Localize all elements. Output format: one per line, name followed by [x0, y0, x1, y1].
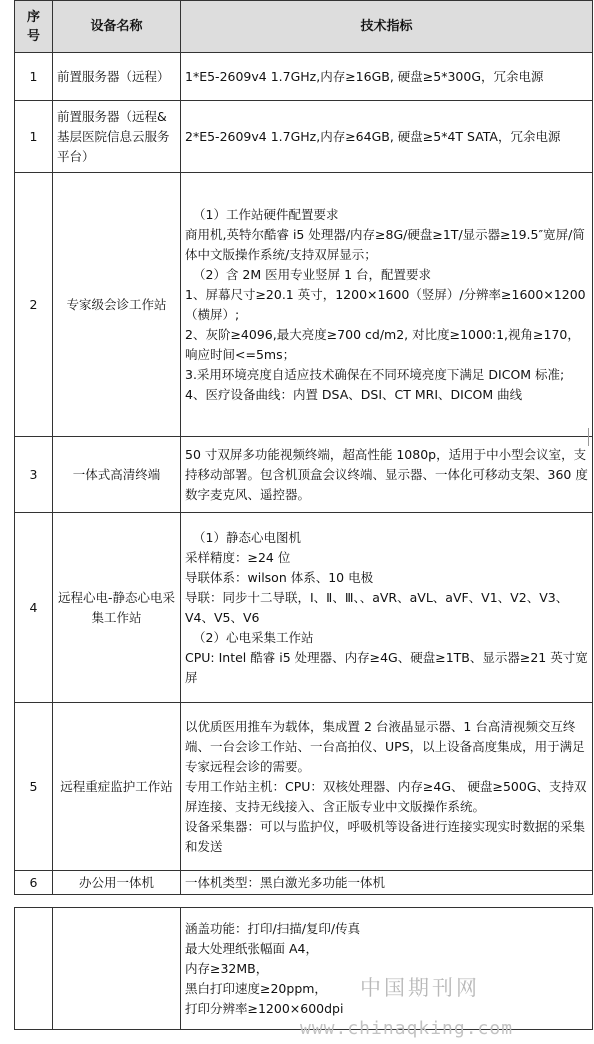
spec-line: 2、灰阶≥4096,最大亮度≥700 cd/m2, 对比度≥1000:1,视角≥170，响应时间<=5ms； [185, 326, 580, 362]
row-name: 远程心电-静态心电采集工作站 [53, 513, 181, 703]
table-row [15, 908, 593, 1030]
spec-line: CPU: Intel 酷睿 i5 处理器、内存≥4G、硬盘≥1TB、显示器≥21 英寸宽屏 [185, 649, 588, 685]
spec-line: 1*E5-2609v4 1.7GHz,内存≥16GB, 硬盘≥5*300G，冗余电源 [185, 68, 544, 84]
watermark-url: www.chinaqking.com [300, 1018, 514, 1039]
row-name-empty [53, 908, 181, 1030]
row-name: 前置服务器（远程） [53, 53, 181, 101]
row-name: 办公用一体机 [53, 871, 181, 895]
row-no-empty [15, 908, 53, 1030]
spec-line: 以优质医用推车为载体，集成置 2 台液晶显示器、1 台高清视频交互终端、一台会诊工作站、一台高拍仪、UPS，以上设备高度集成，用于满足专家远程会诊的需要。 [185, 718, 585, 774]
table-row [15, 173, 593, 437]
row-no: 6 [15, 871, 53, 895]
header-name: 设备名称 [53, 1, 181, 53]
row-name: 前置服务器（远程&基层医院信息云服务平台） [53, 101, 181, 173]
spec-line: 涵盖功能：打印/扫描/复印/传真 [185, 920, 361, 936]
row-spec [181, 513, 593, 703]
row-no: 4 [15, 513, 53, 703]
row-no: 1 [15, 53, 53, 101]
spec-line: （2）心电采集工作站 [193, 629, 314, 645]
row-spec [181, 437, 593, 513]
table-row [15, 53, 593, 101]
spec-line: （1）工作站硬件配置要求 [193, 206, 339, 222]
row-name: 一体式高清终端 [53, 437, 181, 513]
equipment-spec-table [14, 0, 593, 895]
continuation-table [14, 907, 593, 1030]
spec-line: 采样精度：≥24 位 [185, 549, 291, 565]
table-row [15, 101, 593, 173]
row-spec [181, 703, 593, 871]
spec-line: 内存≥32MB， [185, 960, 269, 976]
row-name: 远程重症监护工作站 [53, 703, 181, 871]
row-spec [181, 53, 593, 101]
row-no: 3 [15, 437, 53, 513]
row-no: 1 [15, 101, 53, 173]
header-no: 序号 [15, 1, 53, 53]
header-spec: 技术指标 [181, 1, 593, 53]
row-spec [181, 101, 593, 173]
table-row [15, 513, 593, 703]
spec-line: 2*E5-2609v4 1.7GHz,内存≥64GB, 硬盘≥5*4T SATA，冗余电源 [185, 128, 561, 144]
spec-line: 最大处理纸张幅面 A4， [185, 940, 318, 956]
page-edge-marker [588, 428, 594, 446]
spec-line: 打印分辨率≥1200×600dpi [185, 1000, 344, 1016]
table-row [15, 871, 593, 895]
table-header-row [15, 1, 593, 53]
watermark-brand: 中国期刊网 [360, 976, 480, 1000]
spec-line: （1）静态心电图机 [193, 529, 301, 545]
spec-line: 商用机,英特尔酷睿 i5 处理器/内存≥8G/硬盘≥1T/显示器≥19.5″宽屏/简体中文版操作系统/支持双屏显示； [185, 226, 585, 262]
spec-line: 一体机类型：黑白激光多功能一体机 [185, 874, 386, 890]
row-spec [181, 173, 593, 437]
spec-line: 50 寸双屏多功能视频终端，超高性能 1080p，适用于中小型会议室，支持移动部署。包含机顶盒会议终端、显示器、一体化可移动支架、360 度数字麦克风、遥控器。 [185, 446, 588, 502]
row-spec [181, 908, 593, 1030]
spec-line: （2）含 2M 医用专业竖屏 1 台，配置要求 [193, 266, 432, 282]
spec-line: 黑白打印速度≥20ppm， [185, 980, 327, 996]
spec-line: 专用工作站主机：CPU：双核处理器、内存≥4G、 硬盘≥500G、支持双屏连接、支持无线接入、含正版专业中文版操作系统。 [185, 778, 587, 814]
table-row [15, 703, 593, 871]
table-row [15, 437, 593, 513]
spec-line: 1、屏幕尺寸≥20.1 英寸，1200×1600（竖屏）/分辨率≥1600×1200（横屏）; [185, 286, 586, 322]
row-no: 2 [15, 173, 53, 437]
spec-line: 导联：同步十二导联，Ⅰ、Ⅱ、Ⅲ、、aVR、aVL、aVF、V1、V2、V3、V4、V5、V6 [185, 589, 569, 625]
row-name: 专家级会诊工作站 [53, 173, 181, 437]
spec-line: 3.采用环境亮度自适应技术确保在不同环境亮度下满足 DICOM 标准; [185, 366, 565, 382]
row-no: 5 [15, 703, 53, 871]
row-spec [181, 871, 593, 895]
spec-line: 设备采集器：可以与监护仪，呼吸机等设备进行连接实现实时数据的采集和发送 [185, 818, 586, 854]
spec-line: 4、医疗设备曲线：内置 DSA、DSI、CT MRI、DICOM 曲线 [185, 386, 523, 402]
spec-line: 导联体系：wilson 体系、10 电极 [185, 569, 374, 585]
